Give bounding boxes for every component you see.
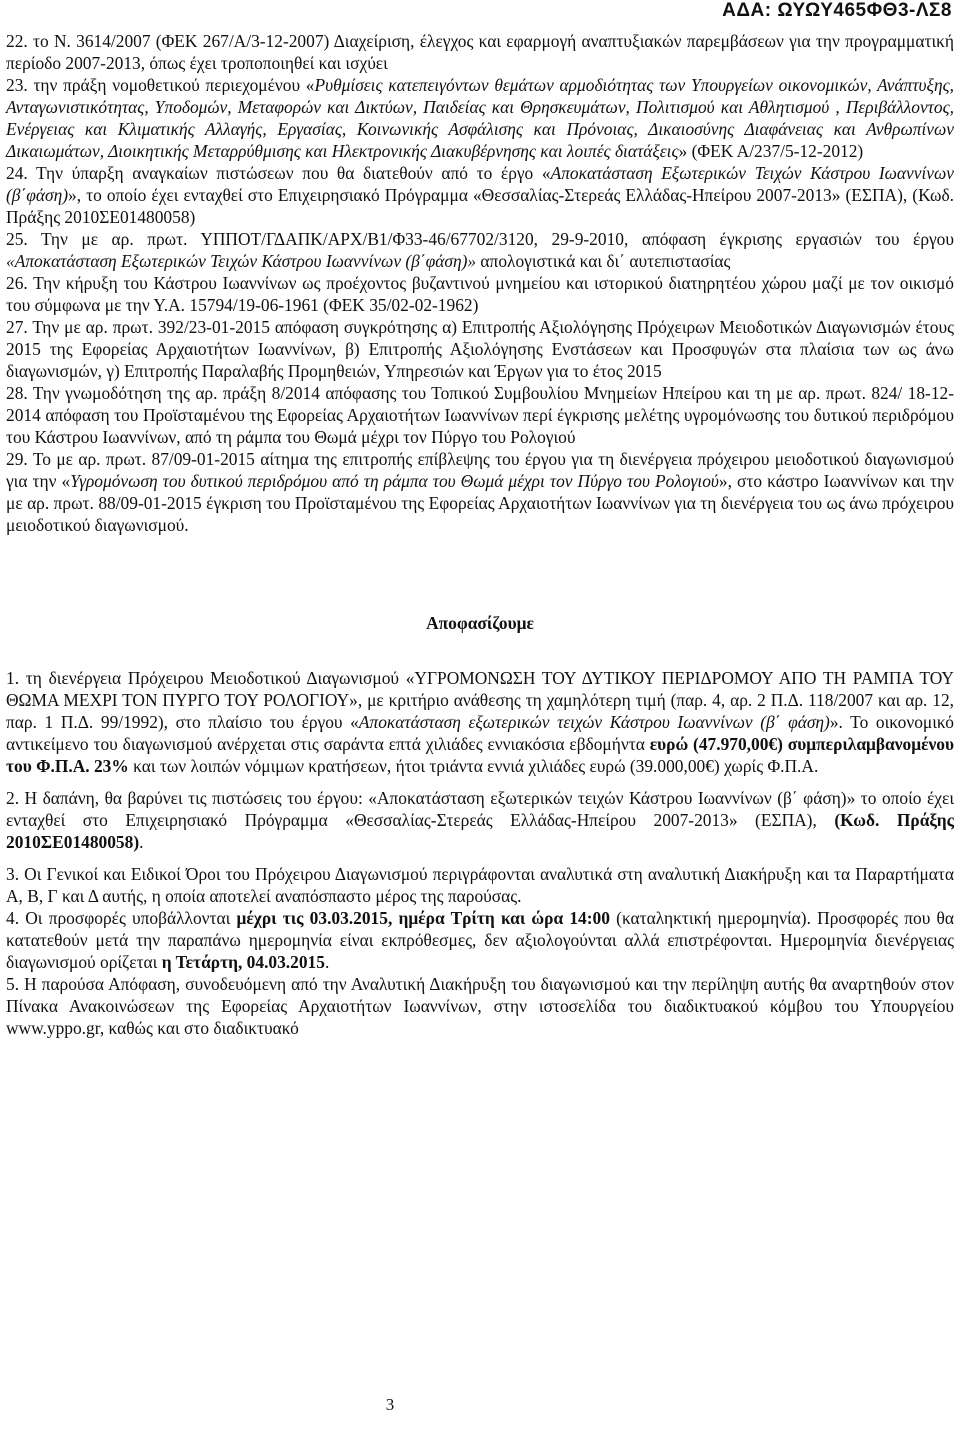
document-body xyxy=(6,30,954,1039)
consideration-29: 29. Το με αρ. πρωτ. 87/09-01-2015 αίτημα της επιτροπής επίβλεψης του έργου για τη διενέργεια πρόχειρου μειοδοτικού διαγωνισμού για την «Υγρομόνωση του δυτικού περιδρόμου από τη ράμπα του Θωμά μέχρι τον Πύργο του Ρολογιού», στο κάστρο Ιωαννίνων και την με αρ. πρωτ. 88/09-01-2015 έγκριση του Προϊσταμένου της Εφορείας Αρχαιοτήτων Ιωαννίνων για τη διενέργεια του ως άνω πρόχειρου μειοδοτικού διαγωνισμού. xyxy=(6,449,954,535)
decision-heading: Αποφασίζουμε xyxy=(426,613,534,633)
tender-date: η Τετάρτη, 04.03.2015 xyxy=(161,952,325,972)
budget-amount: ευρώ (47.970,00€) συμπεριλαμβανομένου του Φ.Π.Α. 23% xyxy=(6,734,954,776)
consideration-28: 28. Την γνωμοδότηση της αρ. πράξη 8/2014 απόφασης του Τοπικού Συμβουλίου Μνημείων Ηπείρου και τη με αρ. πρωτ. 824/ 18-12-2014 απόφαση του Προϊσταμένου της Εφορείας Αρχαιοτήτων Ιωαννίνων περί έγκρισης μελέτης υγρομόνωσης του δυτικού περιδρόμου του Κάστρου Ιωαννίνων, από τη ράμπα του Θωμά μέχρι τον Πύργο του Ρολογιού xyxy=(6,383,954,447)
project-code: (Κωδ. Πράξης 2010ΣΕ01480058) xyxy=(6,810,954,852)
project-title: «Αποκατάσταση Εξωτερικών Τειχών Κάστρου Ιωαννίνων (β΄φάση)» xyxy=(6,251,477,271)
tender-title: Υγρομόνωση του δυτικού περιδρόμου από τη ράμπα του Θωμά μέχρι τον Πύργο του Ρολογιού xyxy=(70,471,719,491)
project-title: Αποκατάσταση Εξωτερικών Τειχών Κάστρου Ιωαννίνων (β΄φάση) xyxy=(6,163,955,205)
decision-5: 5. Η παρούσα Απόφαση, συνοδευόμενη από την Αναλυτική Διακήρυξη του διαγωνισμού και την περίληψη αυτής θα αναρτηθούν στον Πίνακα Ανακοινώσεων της Εφορείας Αρχαιοτήτων Ιωαννίνων, στην ιστοσελίδα του διαδικτυακού κόμβου του Υπουργείου www.yppo.gr, καθώς και στο διαδικτυακό xyxy=(6,974,954,1038)
page-number: 3 xyxy=(385,1395,395,1414)
project-title: Αποκατάσταση εξωτερικών τειχών Κάστρου Ιωαννίνων (β΄ φάση) xyxy=(358,712,830,732)
consideration-26: 26. Την κήρυξη του Κάστρου Ιωαννίνων ως προέχοντος βυζαντινού μνημείου και ιστορικού διατηρητέου χώρου μαζί με τον οικισμό του σύμφωνα με την Υ.Α. 15794/19-06-1961 (ΦΕΚ 35/02-02-1962) xyxy=(6,273,954,315)
consideration-27: 27. Την με αρ. πρωτ. 392/23-01-2015 απόφαση συγκρότησης α) Επιτροπής Αξιολόγησης Πρόχειρων Μειοδοτικών Διαγωνισμών έτους 2015 της Εφορείας Αρχαιοτήτων Ιωαννίνων, β) Επιτροπής Αξιολόγησης Ενστάσεων και Προσφυγών στα πλαίσια των ως άνω διαγωνισμών, γ) Επιτροπής Παραλαβής Προμηθειών, Υπηρεσιών και Έργων για το έτος 2015 xyxy=(6,317,954,381)
decision-4: 4. Οι προσφορές υποβάλλονται μέχρι τις 03.03.2015, ημέρα Τρίτη και ώρα 14:00 (καταληκτική ημερομηνία). Προσφορές που θα κατατεθούν μετά την παραπάνω ημερομηνία είναι εκπρόθεσμες, δεν αξιολογούνται αλλά επιστρέφονται. Ημερομηνία διενέργειας διαγωνισμού ορίζεται η Τετάρτη, 04.03.2015. xyxy=(6,908,954,972)
law-title: Ρυθμίσεις κατεπειγόντων θεμάτων αρμοδιότητας των Υπουργείων οικονομικών, Ανάπτυξης, Ανταγωνιστικότητας, Υποδομών, Μεταφορών και Δικτύων, Παιδείας και Θρησκευμάτων, Πολιτισμού και Αθλητισμού , Περιβάλλοντος, Ενέργειας και Κλιματικής Αλλαγής, Εργασίας, Κοινωνικής Ασφάλισης και Πρόνοιας, Δικαιοσύνης Διαφάνειας και Ανθρωπίνων Δικαιωμάτων, Διοικητικής Μεταρρύθμισης και Ηλεκτρονικής Διακυβέρνησης και λοιπές διατάξεις xyxy=(6,75,955,161)
consideration-24: 24. Την ύπαρξη αναγκαίων πιστώσεων που θα διατεθούν από το έργο «Αποκατάσταση Εξωτερικών Τειχών Κάστρου Ιωαννίνων (β΄φάση)», το οποίο έχει ενταχθεί στο Επιχειρησιακό Πρόγραμμα «Θεσσαλίας-Στερεάς Ελλάδας-Ηπείρου 2007-2013» (ΕΣΠΑ), (Κωδ. Πράξης 2010ΣΕ01480058) xyxy=(6,163,955,227)
decision-3: 3. Οι Γενικοί και Ειδικοί Όροι του Πρόχειρου Διαγωνισμού περιγράφονται αναλυτικά στη αναλυτική Διακήρυξη και τα Παραρτήματα Α, Β, Γ και Δ αυτής, η οποία αποτελεί αναπόσπαστο μέρος της παρούσας. xyxy=(6,864,954,906)
ada-code: ΑΔΑ: ΩΥΩΥ465ΦΘ3-ΛΣ8 xyxy=(722,0,952,21)
decision-2: 2. Η δαπάνη, θα βαρύνει τις πιστώσεις του έργου: «Αποκατάσταση εξωτερικών τειχών Κάστρου Ιωαννίνων (β΄ φάση)» το οποίο έχει ενταχθεί στο Επιχειρησιακό Πρόγραμμα «Θεσσαλίας-Στερεάς Ελλάδας-Ηπείρου 2007-2013» (ΕΣΠΑ), (Κωδ. Πράξης 2010ΣΕ01480058). xyxy=(6,788,954,852)
deadline: μέχρι τις 03.03.2015, ημέρα Τρίτη και ώρα 14:00 xyxy=(236,908,610,928)
consideration-22: 22. το Ν. 3614/2007 (ΦΕΚ 267/Α/3-12-2007) Διαχείριση, έλεγχος και εφαρμογή αναπτυξιακών παρεμβάσεων για την προγραμματική περίοδο 2007-2013, όπως έχει τροποποιηθεί και ισχύει xyxy=(6,31,954,73)
consideration-23: 23. την πράξη νομοθετικού περιεχομένου «Ρυθμίσεις κατεπειγόντων θεμάτων αρμοδιότητας των Υπουργείων οικονομικών, Ανάπτυξης, Ανταγωνιστικότητας, Υποδομών, Μεταφορών και Δικτύων, Παιδείας και Θρησκευμάτων, Πολιτισμού και Αθλητισμού , Περιβάλλοντος, Ενέργειας και Κλιματικής Αλλαγής, Εργασίας, Κοινωνικής Ασφάλισης και Πρόνοιας, Δικαιοσύνης Διαφάνειας και Ανθρωπίνων Δικαιωμάτων, Διοικητικής Μεταρρύθμισης και Ηλεκτρονικής Διακυβέρνησης και λοιπές διατάξεις» (ΦΕΚ Α/237/5-12-2012) xyxy=(6,75,955,161)
consideration-25: 25. Την με αρ. πρωτ. ΥΠΠΟΤ/ΓΔΑΠΚ/ΑΡΧ/Β1/Φ33-46/67702/3120, 29-9-2010, απόφαση έγκρισης εργασιών του έργου «Αποκατάσταση Εξωτερικών Τειχών Κάστρου Ιωαννίνων (β΄φάση)» απολογιστικά και δι΄ αυτεπιστασίας xyxy=(6,229,954,271)
decision-1: 1. τη διενέργεια Πρόχειρου Μειοδοτικού Διαγωνισμού «ΥΓΡΟΜΟΝΩΣΗ ΤΟΥ ΔΥΤΙΚΟΥ ΠΕΡΙΔΡΟΜΟΥ ΑΠΟ ΤΗ ΡΑΜΠΑ ΤΟΥ ΘΩΜΑ ΜΕΧΡΙ ΤΟΝ ΠΥΡΓΟ ΤΟΥ ΡΟΛΟΓΙΟΥ», με κριτήριο ανάθεσης τη χαμηλότερη τιμή (παρ. 4, αρ. 2 Π.Δ. 118/2007 και αρ. 12, παρ. 1 Π.Δ. 99/1992), στο πλαίσιο του έργου «Αποκατάσταση εξωτερικών τειχών Κάστρου Ιωαννίνων (β΄ φάση)». Το οικονομικό αντικείμενο του διαγωνισμού ανέρχεται στις σαράντα επτά χιλιάδες εννιακόσια εβδομήντα ευρώ (47.970,00€) συμπεριλαμβανομένου του Φ.Π.Α. 23% και των λοιπών νόμιμων κρατήσεων, ήτοι τριάντα εννιά χιλιάδες ευρώ (39.000,00€) χωρίς Φ.Π.Α. xyxy=(6,668,954,776)
